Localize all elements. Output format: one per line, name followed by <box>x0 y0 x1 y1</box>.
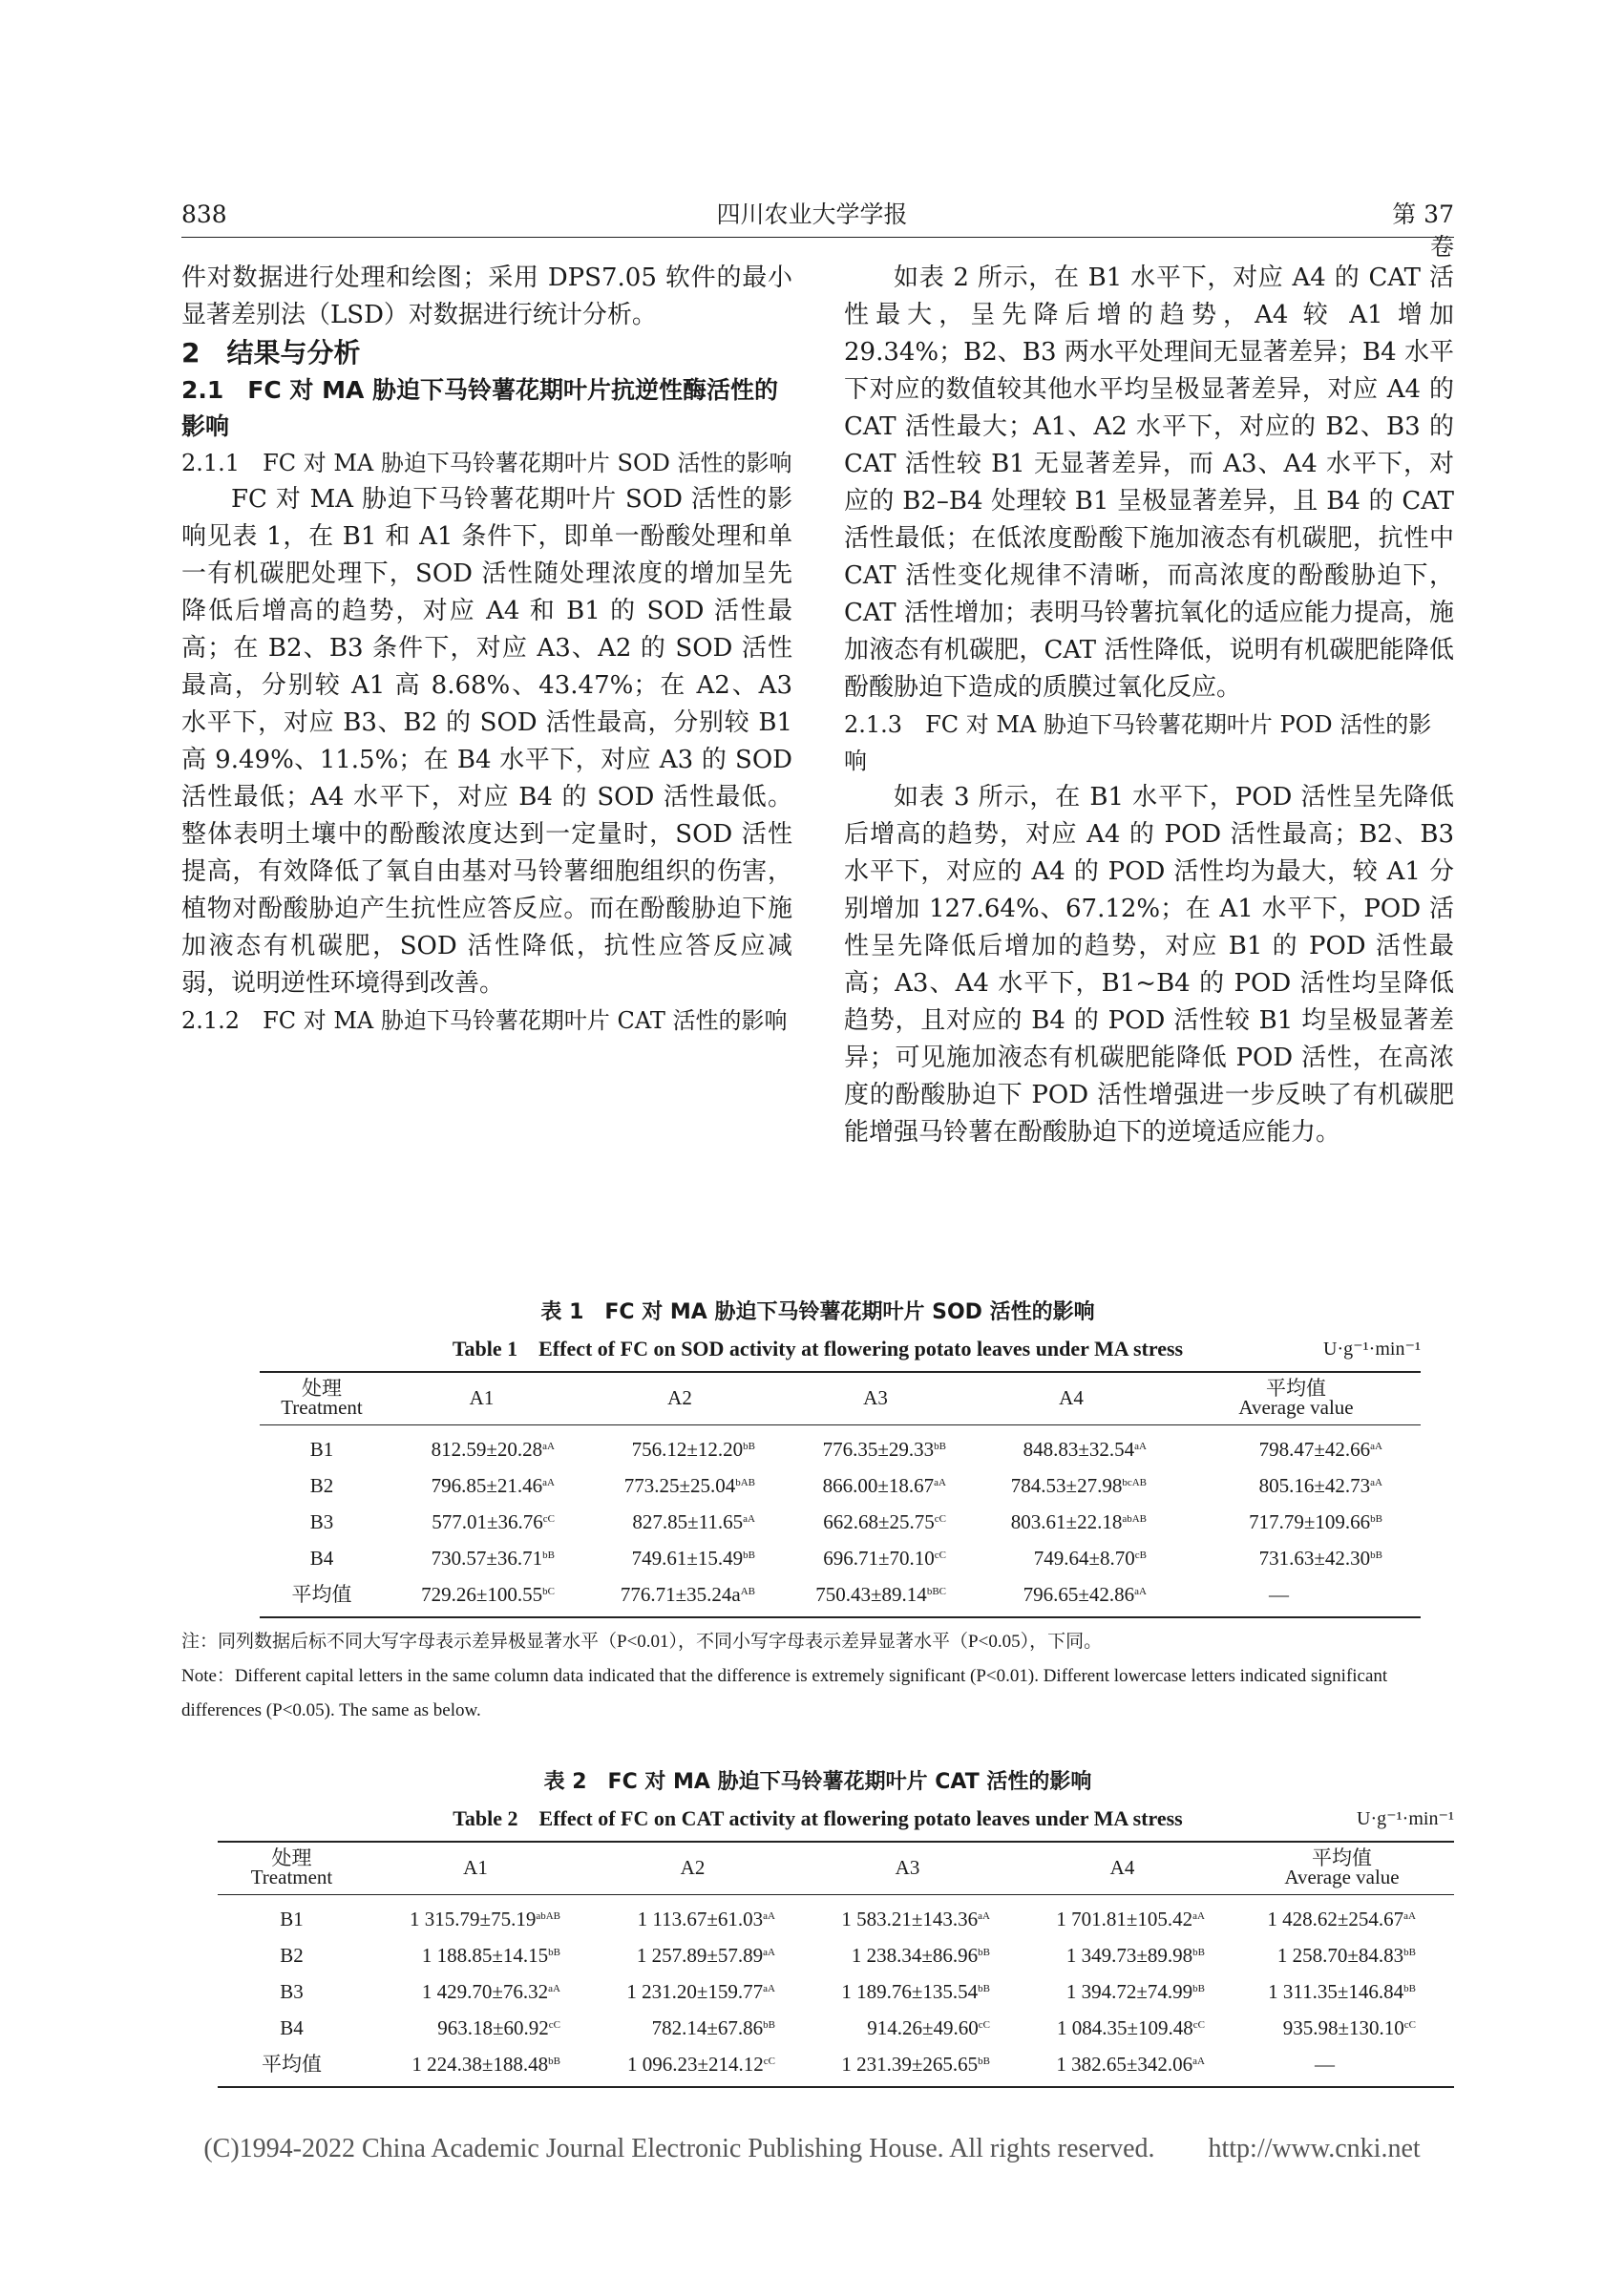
significance-letters: cC <box>1403 2019 1416 2031</box>
row-label: B2 <box>280 1944 304 1967</box>
cell-value: 1 084.35±109.48 <box>1056 2016 1193 2039</box>
significance-letters: bAB <box>735 1477 755 1488</box>
table-cell <box>366 1895 585 1938</box>
table-row <box>260 1540 1421 1576</box>
table-cell <box>384 1576 580 1617</box>
col-header-a3: A3 <box>780 1372 971 1425</box>
table-cell <box>800 1937 1015 1973</box>
col-header-a4: A4 <box>1015 1842 1230 1895</box>
subsection-heading: 2.1 FC 对 MA 胁迫下马铃薯花期叶片抗逆性酶活性的影响 <box>181 376 779 440</box>
cell-value: 776.71±35.24a <box>620 1583 741 1606</box>
volume-label: 第 37 卷 <box>1392 200 1454 261</box>
cell-value: 749.64±8.70 <box>1033 1547 1135 1570</box>
table-cell <box>1015 2046 1230 2087</box>
cell-value: 1 113.67±61.03 <box>637 1908 764 1930</box>
row-label: B4 <box>309 1547 334 1570</box>
table-cell <box>580 1540 780 1576</box>
cell-value: 1 428.62±254.67 <box>1267 1908 1404 1930</box>
col-header-a2: A2 <box>585 1842 800 1895</box>
table-cell <box>1015 1895 1230 1938</box>
cell-value: 796.65±42.86 <box>1023 1583 1135 1606</box>
row-label: B1 <box>309 1438 334 1461</box>
table-cell <box>1015 1973 1230 2010</box>
significance-letters: bB <box>934 1441 946 1452</box>
table-cell <box>1171 1467 1421 1504</box>
row-label: B1 <box>280 1908 304 1930</box>
cell-value: 1 258.70±84.83 <box>1276 1944 1404 1967</box>
table-cell <box>366 2010 585 2046</box>
table-cell <box>366 2046 585 2087</box>
journal-name: 四川农业大学学报 <box>716 200 908 228</box>
cell-value: 798.47±42.66 <box>1258 1438 1371 1461</box>
table-cell <box>580 1425 780 1468</box>
table-header-row <box>260 1372 1421 1425</box>
table-cell <box>580 1504 780 1540</box>
cell-value: 963.18±60.92 <box>437 2016 549 2039</box>
significance-letters: cC <box>978 2019 990 2031</box>
left-column <box>181 260 792 1039</box>
cell-value: 729.26±100.55 <box>421 1583 543 1606</box>
cell-value: — <box>1315 2053 1335 2076</box>
significance-letters: aA <box>548 1983 560 1994</box>
significance-letters: bB <box>548 1947 560 1958</box>
table2-caption-en: Table 2 Effect of FC on CAT activity at flowering potato leaves under MA stress <box>453 1806 1183 1830</box>
table-cell <box>971 1576 1171 1617</box>
significance-letters: aA <box>763 1983 775 1994</box>
significance-letters: bB <box>1192 1947 1205 1958</box>
cell-value: 1 189.76±135.54 <box>841 1980 979 2003</box>
significance-letters: cC <box>934 1550 946 1561</box>
significance-letters: bB <box>548 2056 560 2067</box>
significance-letters: aA <box>763 1947 775 1958</box>
table-cell <box>800 2046 1015 2087</box>
cell-value: 577.01±36.76 <box>432 1510 543 1533</box>
cell-value: 756.12±12.20 <box>631 1438 744 1461</box>
table-cell <box>1230 2046 1454 2087</box>
table-cell <box>585 1895 800 1938</box>
significance-letters: bB <box>542 1550 555 1561</box>
cell-value: 1 231.39±265.65 <box>841 2053 979 2076</box>
table-note-en: Note：Different capital letters in the same column data indicated that the difference is extremely significant (P<0.01). Different lowercase letters indicated significant differences (P<0.05). The same as below. <box>181 1666 1388 1720</box>
row-label: 平均值 <box>262 2053 322 2076</box>
table-row <box>218 2010 1454 2046</box>
cell-value: 1 238.34±86.96 <box>851 1944 979 1967</box>
table-cell <box>1230 1937 1454 1973</box>
cell-value: 1 583.21±143.36 <box>841 1908 979 1930</box>
treatment-header: 处理 Treatment <box>260 1372 384 1425</box>
table-cell <box>585 1937 800 1973</box>
table-cell <box>1171 1504 1421 1540</box>
table-cell <box>580 1467 780 1504</box>
significance-letters: aA <box>1192 1910 1205 1922</box>
table1-caption-en: Table 1 Effect of FC on SOD activity at flowering potato leaves under MA stress <box>452 1337 1184 1360</box>
row-label: B4 <box>280 2016 304 2039</box>
table-cell <box>971 1504 1171 1540</box>
cell-value: 812.59±20.28 <box>431 1438 543 1461</box>
significance-letters: cC <box>934 1513 946 1525</box>
significance-letters: bB <box>1192 1983 1205 1994</box>
table-row <box>218 1895 1454 1938</box>
table-cell <box>366 1937 585 1973</box>
significance-letters: bB <box>763 2019 775 2031</box>
cell-value: 1 315.79±75.19 <box>410 1908 537 1930</box>
col-header-a4: A4 <box>971 1372 1171 1425</box>
table-cell <box>1015 2010 1230 2046</box>
average-header: 平均值 Average value <box>1230 1842 1454 1895</box>
table-cell <box>1230 1895 1454 1938</box>
table-cell <box>585 1973 800 2010</box>
significance-letters: cC <box>542 1513 555 1525</box>
copyright-footer: (C)1994-2022 China Academic Journal Electronic Publishing House. All rights reserved. http://www.cnki.net <box>203 2134 1421 2163</box>
table2-caption-zh: 表 2 FC 对 MA 胁迫下马铃薯花期叶片 CAT 活性的影响 <box>543 1770 1092 1794</box>
cell-value: 935.98±130.10 <box>1282 2016 1404 2039</box>
table-cell <box>800 1895 1015 1938</box>
row-label: B2 <box>309 1474 334 1497</box>
col-header-a2: A2 <box>580 1372 780 1425</box>
table-header-row <box>218 1842 1454 1895</box>
table2 <box>218 1841 1454 2088</box>
cell-value: 782.14±67.86 <box>651 2016 764 2039</box>
cell-value: 805.16±42.73 <box>1258 1474 1371 1497</box>
cell-value: 914.26±49.60 <box>867 2016 979 2039</box>
cell-value: 662.68±25.75 <box>823 1510 935 1533</box>
cell-value: 730.57±36.71 <box>431 1547 543 1570</box>
significance-letters: AB <box>740 1586 755 1597</box>
table-cell <box>1015 1937 1230 1973</box>
cell-value: 827.85±11.65 <box>632 1510 744 1533</box>
table-row <box>218 2046 1454 2087</box>
table-cell <box>780 1467 971 1504</box>
table-cell <box>1230 2010 1454 2046</box>
header-rule <box>181 237 1454 238</box>
cell-value: 796.85±21.46 <box>431 1474 543 1497</box>
cell-value: 696.71±70.10 <box>823 1547 935 1570</box>
significance-letters: bB <box>1370 1513 1382 1525</box>
treatment-header: 处理 Treatment <box>218 1842 366 1895</box>
col-header-a1: A1 <box>366 1842 585 1895</box>
significance-letters: bB <box>1403 1947 1416 1958</box>
row-label: B3 <box>309 1510 334 1533</box>
table-cell <box>384 1467 580 1504</box>
table1 <box>260 1371 1421 1618</box>
table-cell <box>1171 1540 1421 1576</box>
significance-letters: bB <box>978 2056 990 2067</box>
significance-letters: cC <box>548 2019 560 2031</box>
table-cell <box>780 1540 971 1576</box>
cell-value: 717.79±109.66 <box>1249 1510 1371 1533</box>
significance-letters: aA <box>763 1910 775 1922</box>
cell-value: 848.83±32.54 <box>1023 1438 1135 1461</box>
sod-paragraph: FC 对 MA 胁迫下马铃薯花期叶片 SOD 活性的影响见表 1，在 B1 和 A1 条件下，即单一酚酸处理和单一有机碳肥处理下，SOD 活性随处理浓度的增加呈先降低后增高的趋势，对应 A4 和 B1 的 SOD 活性最高；在 B2、B3 条件下，对应 A3、A2 的 SOD 活性最高，分别较 A1 高 8.68%、43.47%；在 A2、A3 水平下，对应 B3、B2 的 SOD 活性最高，分别较 B1 高 9.49%、11.5%；在 B4 水平下，对应 A3 的 SOD 活性最低；A4 水平下，对应 B4 的 SOD 活性最低。整体表明土壤中的酚酸浓度达到一定量时，SOD 活性提高，有效降低了氧自由基对马铃薯细胞组织的伤害，植物对酚酸胁迫产生抗性应答反应。而在酚酸胁迫下施加液态有机碳肥，SOD 活性降低，抗性应答反应减弱，说明逆性环境得到改善。 <box>181 485 792 998</box>
table-cell <box>971 1467 1171 1504</box>
table2-unit: U·g⁻¹·min⁻¹ <box>1357 1808 1454 1829</box>
cell-value: 784.53±27.98 <box>1010 1474 1123 1497</box>
significance-letters: aA <box>1134 1441 1147 1452</box>
table-cell <box>366 1973 585 2010</box>
significance-letters: bB <box>1403 1983 1416 1994</box>
cell-value: 776.35±29.33 <box>822 1438 935 1461</box>
significance-letters: abAB <box>1122 1513 1147 1525</box>
subsubsection-heading-pod: 2.1.3 FC 对 MA 胁迫下马铃薯花期叶片 POD 活性的影响 <box>844 711 1432 774</box>
cell-value: 1 382.65±342.06 <box>1056 2053 1193 2076</box>
cell-value: 773.25±25.04 <box>623 1474 736 1497</box>
cell-value: 1 096.23±214.12 <box>626 2053 764 2076</box>
cell-value: 1 701.81±105.42 <box>1056 1908 1193 1930</box>
row-label: 平均值 <box>291 1583 352 1606</box>
significance-letters: bB <box>978 1983 990 1994</box>
page-number: 838 <box>181 200 227 228</box>
row-label: B3 <box>280 1980 304 2003</box>
subsubsection-heading-sod: 2.1.1 FC 对 MA 胁迫下马铃薯花期叶片 SOD 活性的影响 <box>181 450 792 476</box>
significance-letters: bB <box>743 1550 755 1561</box>
significance-letters: aA <box>542 1477 555 1488</box>
intro-paragraph: 件对数据进行处理和绘图；采用 DPS7.05 软件的最小显著差别法（LSD）对数据进行统计分析。 <box>181 264 792 329</box>
table-cell <box>384 1425 580 1468</box>
cell-value: 1 349.73±89.98 <box>1065 1944 1193 1967</box>
significance-letters: aA <box>542 1441 555 1452</box>
significance-letters: cC <box>763 2056 775 2067</box>
significance-letters: bB <box>1370 1550 1382 1561</box>
significance-letters: aA <box>1134 1586 1147 1597</box>
table1-unit: U·g⁻¹·min⁻¹ <box>1323 1339 1421 1360</box>
significance-letters: aA <box>1370 1441 1382 1452</box>
cell-value: 731.63±42.30 <box>1258 1547 1371 1570</box>
significance-letters: aA <box>1370 1477 1382 1488</box>
section-heading: 2 结果与分析 <box>181 337 361 369</box>
cell-value: — <box>1269 1583 1289 1606</box>
table-cell <box>800 1973 1015 2010</box>
right-column <box>844 260 1454 1151</box>
table1-caption-zh: 表 1 FC 对 MA 胁迫下马铃薯花期叶片 SOD 活性的影响 <box>540 1300 1095 1324</box>
table-cell <box>971 1425 1171 1468</box>
cell-value: 1 429.70±76.32 <box>421 1980 549 2003</box>
table-cell <box>580 1576 780 1617</box>
cell-value: 749.61±15.49 <box>631 1547 744 1570</box>
table2-body <box>218 1895 1454 2088</box>
significance-letters: bcAB <box>1122 1477 1147 1488</box>
subsubsection-heading-cat: 2.1.2 FC 对 MA 胁迫下马铃薯花期叶片 CAT 活性的影响 <box>181 1007 788 1034</box>
significance-letters: aA <box>1403 1910 1416 1922</box>
table-cell <box>1171 1425 1421 1468</box>
cell-value: 1 231.20±159.77 <box>626 1980 764 2003</box>
col-header-a1: A1 <box>384 1372 580 1425</box>
significance-letters: bBC <box>926 1586 946 1597</box>
cell-value: 1 224.38±188.48 <box>411 2053 549 2076</box>
table-cell <box>585 2010 800 2046</box>
cell-value: 1 394.72±74.99 <box>1065 1980 1193 2003</box>
cell-value: 1 311.35±146.84 <box>1268 1980 1404 2003</box>
table-row <box>218 1937 1454 1973</box>
significance-letters: aA <box>1192 2056 1205 2067</box>
significance-letters: bB <box>978 1947 990 1958</box>
cell-value: 1 257.89±57.89 <box>636 1944 764 1967</box>
significance-letters: abAB <box>536 1910 560 1922</box>
significance-letters: bC <box>542 1586 555 1597</box>
table-cell <box>384 1504 580 1540</box>
cell-value: 803.61±22.18 <box>1010 1510 1123 1533</box>
table-row <box>260 1576 1421 1617</box>
significance-letters: aA <box>934 1477 946 1488</box>
table-cell <box>780 1425 971 1468</box>
pod-paragraph: 如表 3 所示，在 B1 水平下，POD 活性呈先降低后增高的趋势，对应 A4 的 POD 活性最高；B2、B3 水平下，对应的 A4 的 POD 活性均为最大，较 A1 分别增加 127.64%、67.12%；在 A1 水平下，POD 活性呈先降低后增加的趋势，对应 B1 的 POD 活性最高；A3、A4 水平下，B1~B4 的 POD 活性均呈降低趋势，且对应的 B4 的 POD 活性较 B1 均呈极显著差异；可见施加液态有机碳肥能降低 POD 活性，在高浓度的酚酸胁迫下 POD 活性增强进一步反映了有机碳肥能增强马铃薯在酚酸胁迫下的逆境适应能力。 <box>844 783 1454 1147</box>
table-note-zh: 注：同列数据后标不同大写字母表示差异极显著水平（P<0.01），不同小写字母表示差异显著水平（P<0.05），下同。 <box>181 1632 1103 1652</box>
significance-letters: aA <box>743 1513 755 1525</box>
table-row <box>260 1425 1421 1468</box>
table-cell <box>780 1576 971 1617</box>
table-cell <box>1171 1576 1421 1617</box>
col-header-a3: A3 <box>800 1842 1015 1895</box>
significance-letters: cC <box>1192 2019 1205 2031</box>
table-cell <box>384 1540 580 1576</box>
significance-letters: aA <box>978 1910 990 1922</box>
table-row <box>260 1467 1421 1504</box>
table1-body <box>260 1425 1421 1618</box>
table-row <box>218 1973 1454 2010</box>
table-cell <box>585 2046 800 2087</box>
cell-value: 1 188.85±14.15 <box>421 1944 549 1967</box>
table-cell <box>971 1540 1171 1576</box>
significance-letters: bB <box>743 1441 755 1452</box>
table-row <box>260 1504 1421 1540</box>
table-cell <box>780 1504 971 1540</box>
significance-letters: cB <box>1134 1550 1147 1561</box>
cell-value: 866.00±18.67 <box>822 1474 935 1497</box>
average-header: 平均值 Average value <box>1171 1372 1421 1425</box>
cat-paragraph: 如表 2 所示，在 B1 水平下，对应 A4 的 CAT 活性最大，呈先降后增的趋势，A4 较 A1 增加 29.34%；B2、B3 两水平处理间无显著差异；B4 水平下对应的数值较其他水平均呈极显著差异，对应 A4 的 CAT 活性最大；A1、A2 水平下，对应的 B2、B3 的 CAT 活性较 B1 无显著差异，而 A3、A4 水平下，对应的 B2–B4 处理较 B1 呈极显著差异，且 B4 的 CAT 活性最低；在低浓度酚酸下施加液态有机碳肥，抗性中 CAT 活性变化规律不清晰，而高浓度的酚酸胁迫下，CAT 活性增加；表明马铃薯抗氧化的适应能力提高，施加液态有机碳肥，CAT 活性降低，说明有机碳肥能降低酚酸胁迫下造成的质膜过氧化反应。 <box>844 264 1454 702</box>
table-cell <box>1230 1973 1454 2010</box>
cell-value: 750.43±89.14 <box>815 1583 927 1606</box>
table-cell <box>800 2010 1015 2046</box>
